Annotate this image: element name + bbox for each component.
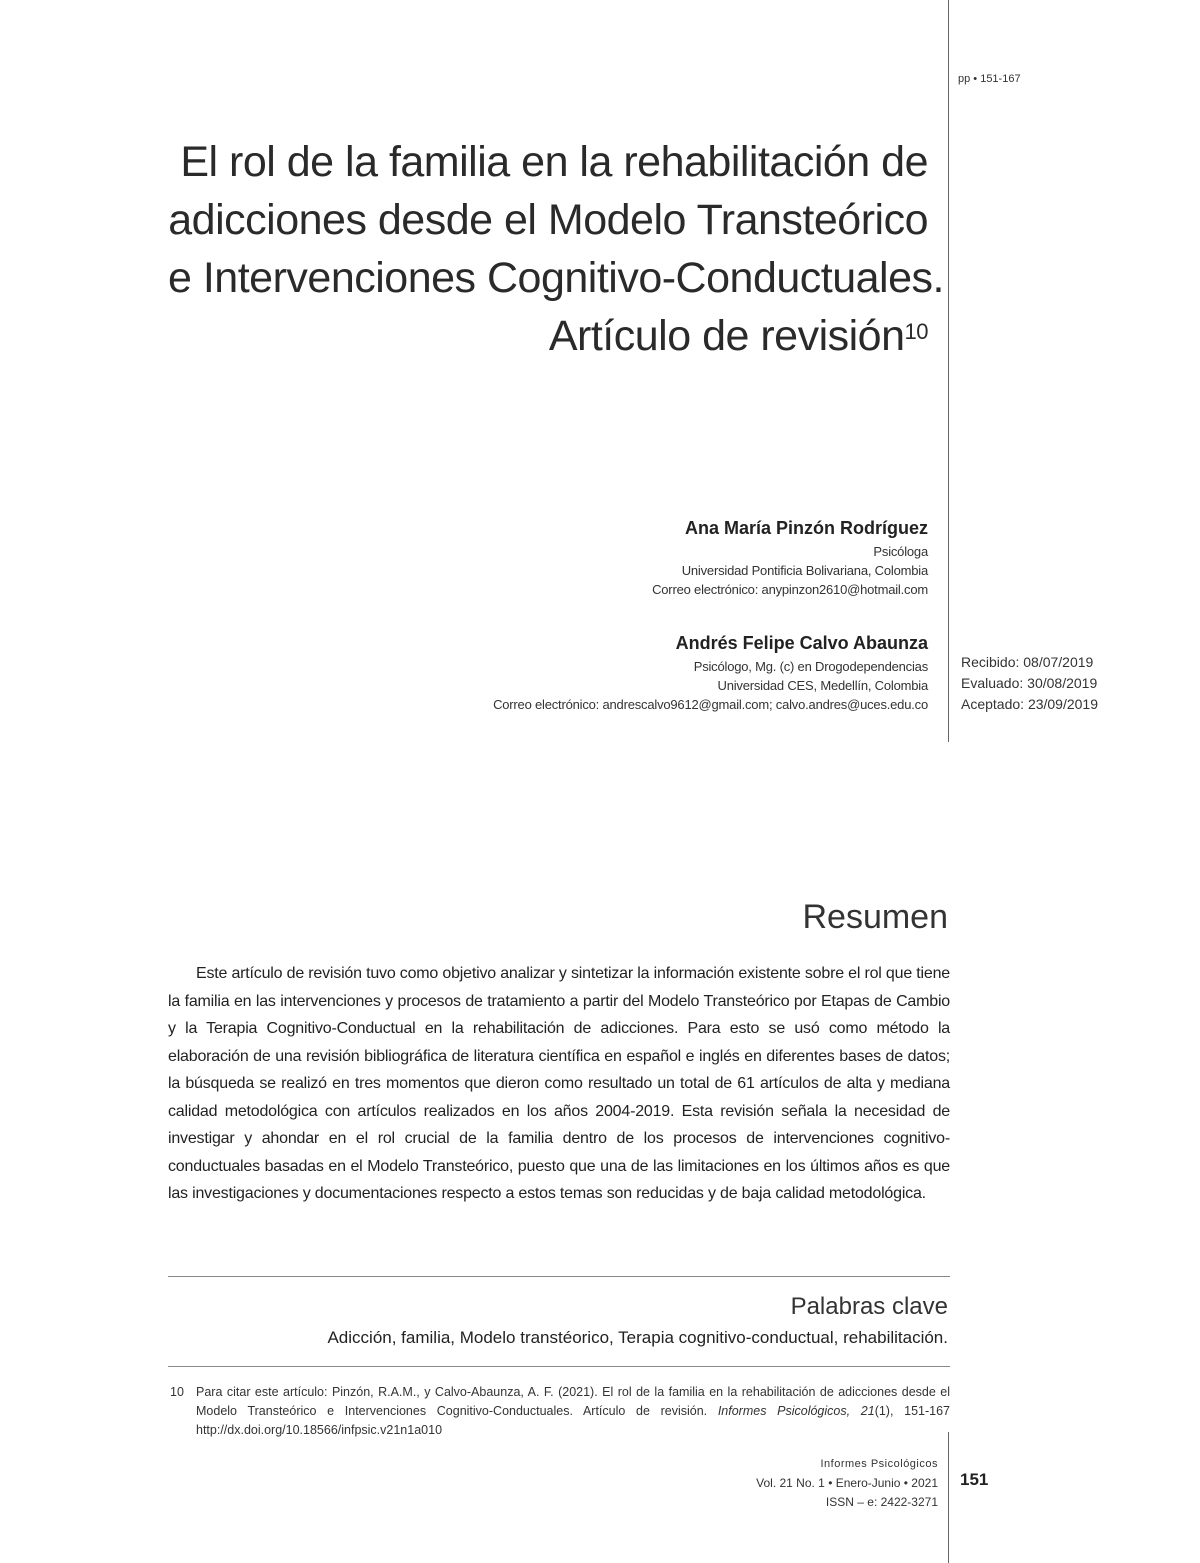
title-line-4-text: Artículo de revisión	[548, 312, 905, 360]
margin-rule-bottom	[948, 1432, 949, 1563]
author-affiliation: Universidad CES, Medellín, Colombia	[717, 678, 928, 693]
title-line-4	[168, 307, 928, 365]
author-name: Andrés Felipe Calvo Abaunza	[675, 633, 928, 653]
keywords-text: Adicción, familia, Modelo transtéorico, Terapia cognitivo-conductual, rehabilitación.	[327, 1328, 948, 1347]
title-footnote-mark: 10	[904, 319, 928, 344]
footnote	[168, 1383, 950, 1440]
author-name: Ana María Pinzón Rodríguez	[684, 518, 928, 538]
title-line-1: El rol de la familia en la rehabilitación de	[180, 138, 928, 186]
author-block-2	[228, 633, 928, 714]
keywords-heading: Palabras clave	[790, 1293, 948, 1320]
date-accepted: Aceptado: 23/09/2019	[961, 696, 1099, 712]
footnote-journal: Informes Psicológicos, 21	[717, 1404, 875, 1418]
journal-info	[756, 1455, 938, 1512]
footnote-number: 10	[170, 1385, 184, 1399]
author-role: Psicólogo, Mg. (c) en Drogodependencias	[693, 659, 928, 674]
divider-footnote-top	[168, 1366, 950, 1367]
date-evaluated: Evaluado: 30/08/2019	[961, 675, 1098, 691]
footnote-doi: (1), 151-167 http://dx.doi.org/10.18566/infpsic.v21n1a010	[196, 1404, 950, 1437]
footnote-text	[196, 1383, 950, 1440]
footnote-citation: Para citar este artículo: Pinzón, R.A.M., y Calvo-Abaunza, A. F. (2021). El rol de la familia en la rehabilitación de adicciones desde el Modelo Transteórico e Intervenciones Cognitivo-Conductuales. Artículo de revisión.	[196, 1385, 950, 1418]
page-number: 151	[960, 1470, 989, 1489]
title-line-3: e Intervenciones Cognitivo-Conductuales.	[168, 254, 944, 302]
journal-name: Informes Psicológicos	[820, 1458, 938, 1470]
author-email: Correo electrónico: andrescalvo9612@gmail.com; calvo.andres@uces.edu.co	[493, 697, 928, 712]
divider-keywords-top	[168, 1276, 950, 1277]
date-received: Recibido: 08/07/2019	[961, 654, 1094, 670]
author-role: Psicóloga	[873, 544, 928, 559]
abstract-text: Este artículo de revisión tuvo como objetivo analizar y sintetizar la información existente sobre el rol que tiene la familia en las intervenciones y procesos de tratamiento a partir del Modelo Transteórico por Etapas de Cambio y la Terapia Cognitivo-Conductual en la rehabilitación de adicciones. Para esto se usó como método la elaboración de una revisión bibliográfica de literatura científica en español e inglés en diferentes bases de datos; la búsqueda se realizó en tres momentos que dieron como resultado un total de 61 artículos de alta y mediana calidad metodológica con artículos realizados en los años 2004-2019. Esta revisión señala la necesidad de investigar y ahondar en el rol crucial de la familia dentro de los procesos de intervenciones cognitivo-conductuales basadas en el Modelo Transteórico, puesto que una de las limitaciones en los últimos años es que las investigaciones y documentaciones respecto a estos temas son reducidas y de baja calidad metodológica.	[168, 965, 950, 1202]
title-line-2: adicciones desde el Modelo Transteórico	[168, 196, 928, 244]
margin-rule-top	[948, 0, 949, 742]
abstract-heading: Resumen	[802, 898, 948, 936]
author-affiliation: Universidad Pontificia Bolivariana, Colombia	[681, 563, 928, 578]
journal-issn: ISSN – e: 2422-3271	[825, 1495, 938, 1509]
author-block-1	[228, 518, 928, 599]
submission-dates	[961, 652, 1098, 715]
author-email: Correo electrónico: anypinzon2610@hotmail.com	[652, 582, 928, 597]
article-title	[168, 133, 944, 365]
page-range: pp • 151-167	[958, 73, 1021, 85]
journal-issue: Vol. 21 No. 1 • Enero-Junio • 2021	[756, 1476, 938, 1490]
